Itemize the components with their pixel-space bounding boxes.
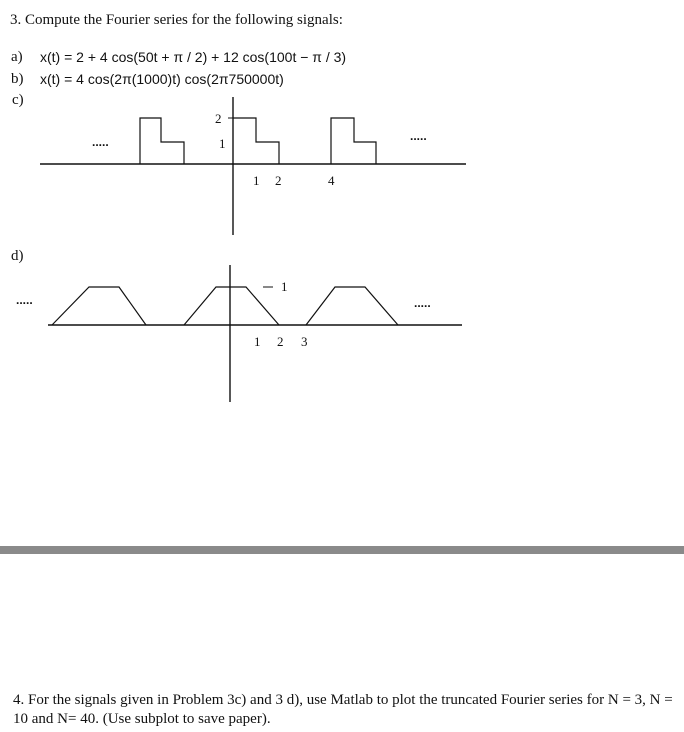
problem-3-title: 3. Compute the Fourier series for the following signals: xyxy=(10,12,343,28)
figure-d-x-tick-1: 1 xyxy=(254,334,261,349)
figure-d-trapezoid-right xyxy=(306,287,398,325)
figure-c-x-tick-2: 2 xyxy=(275,173,282,188)
figure-d-level-1-label: 1 xyxy=(281,279,288,294)
figure-c-x-tick-4: 4 xyxy=(328,173,335,188)
figure-c-y-tick-2: 2 xyxy=(215,111,222,126)
figure-c-y-tick-1: 1 xyxy=(219,136,226,151)
figure-c-continuation-left: ..... xyxy=(92,135,109,149)
figure-c-continuation-right: ..... xyxy=(410,129,427,143)
figure-d-continuation-right: ..... xyxy=(414,296,431,310)
problem-4-text: 4. For the signals given in Problem 3c) and 3 d), use Matlab to plot the truncated Fourier series for N = 3, N = 10 and N= 40. (Use subplot to save paper). xyxy=(13,692,673,727)
figure-d-x-tick-2: 2 xyxy=(277,334,284,349)
figure-d-trapezoid-center xyxy=(184,287,279,325)
page-divider xyxy=(0,546,684,554)
item-a-equation: x(t) = 2 + 4 cos(50t + π / 2) + 12 cos(100t − π / 3) xyxy=(40,49,347,65)
figure-d-continuation-left: ..... xyxy=(16,293,33,307)
figure-d-trapezoid-left xyxy=(52,287,146,325)
item-c-label: c) xyxy=(12,92,24,108)
figure-c-x-tick-1: 1 xyxy=(253,173,260,188)
item-d-label: d) xyxy=(11,248,24,264)
item-b-equation: x(t) = 4 cos(2π(1000)t) cos(2π750000t) xyxy=(40,71,284,87)
item-b-label: b) xyxy=(11,71,24,87)
item-a-label: a) xyxy=(11,49,23,65)
figure-d-x-tick-3: 3 xyxy=(301,334,308,349)
